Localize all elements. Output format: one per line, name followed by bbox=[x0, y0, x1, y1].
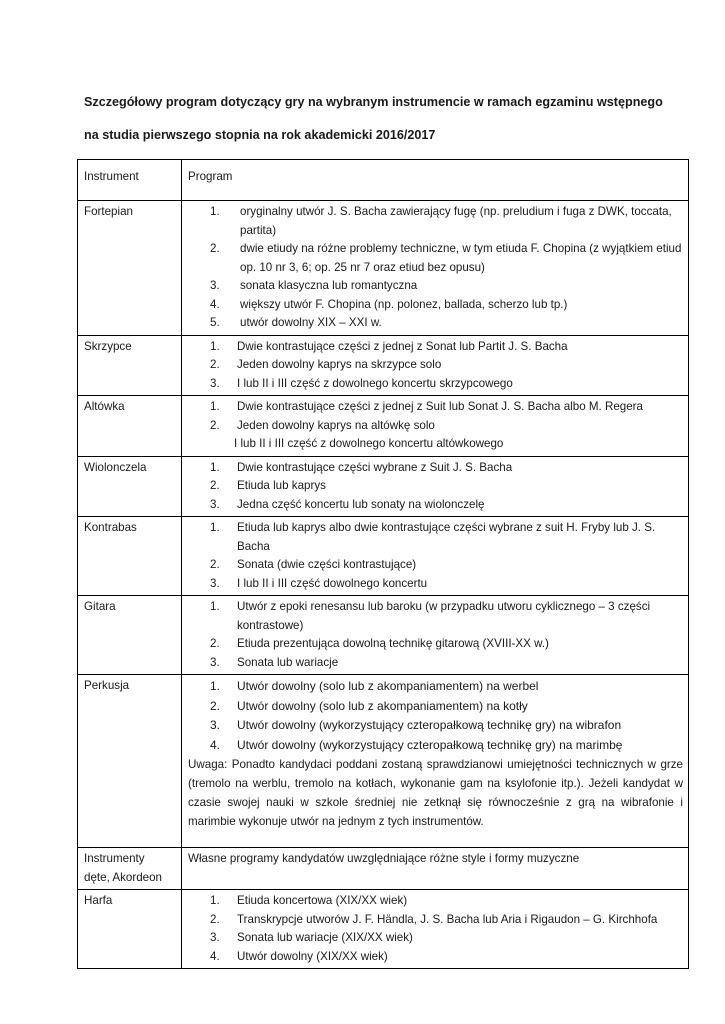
list-item: 1. Dwie kontrastujące części z jednej z Suit lub Sonat J. S. Bacha albo M. Regera bbox=[210, 400, 643, 413]
list-item: 3. Sonata lub wariacje (XIX/XX wiek) bbox=[210, 931, 413, 944]
program-cell bbox=[182, 596, 689, 675]
document-title bbox=[84, 86, 694, 152]
list-item: 2. Etiuda prezentująca dowolną technikę gitarową (XVIII-XX w.) bbox=[210, 637, 549, 650]
instrument-cell: Instrumenty dęte, Akordeon bbox=[78, 848, 182, 890]
list-item: 1. Utwór z epoki renesansu lub baroku (w przypadku utworu cyklicznego – 3 części kontrastowe) bbox=[210, 600, 651, 632]
list-item: 1. oryginalny utwór J. S. Bacha zawierający fugę (np. preludium i fuga z DWK, toccata, partita) bbox=[210, 205, 672, 237]
program-table bbox=[77, 159, 689, 969]
list-item: 4. Utwór dowolny (XIX/XX wiek) bbox=[210, 949, 388, 963]
title-line-1: Szczegółowy program dotyczący gry na wybranym instrumencie w ramach egzaminu wstępnego bbox=[84, 95, 663, 109]
list-item: 3. sonata klasyczna lub romantyczna bbox=[210, 279, 418, 292]
list-item: 1. Etiuda lub kaprys albo dwie kontrastujące części wybrane z suit H. Fryby lub J. S. Bacha bbox=[210, 521, 656, 553]
list-item: 5. utwór dowolny XIX – XXI w. bbox=[210, 316, 382, 329]
program-cell bbox=[182, 335, 689, 396]
list-item: 4. Utwór dowolny (wykorzystujący czteropałkową technikę gry) na marimbę bbox=[210, 737, 623, 752]
table-header-row bbox=[78, 160, 689, 201]
list-item: 2. Utwór dowolny (solo lub z akompaniamentem) na kotły bbox=[210, 698, 528, 713]
list-item: 2. dwie etiudy na różne problemy techniczne, w tym etiuda F. Chopina (z wyjątkiem etiud op. 10 nr 3, 6; op. 25 nr 7 oraz etiud bez opusu) bbox=[210, 242, 682, 274]
instrument-cell: Perkusja bbox=[78, 675, 182, 848]
table-row bbox=[78, 848, 689, 890]
table-row bbox=[78, 456, 689, 517]
header-program: Program bbox=[182, 160, 689, 201]
list-item: 1. Utwór dowolny (solo lub z akompaniamentem) na werbel bbox=[210, 679, 539, 693]
table-row bbox=[78, 675, 689, 848]
instrument-cell: Wiolonczela bbox=[78, 456, 182, 517]
list-item: 1. Dwie kontrastujące części z jednej z Sonat lub Partit J. S. Bacha bbox=[210, 339, 568, 353]
instrument-cell: Fortepian bbox=[78, 201, 182, 336]
list-item: 4. większy utwór F. Chopina (np. polonez, ballada, scherzo lub tp.) bbox=[210, 297, 568, 311]
list-item: 2. Transkrypcje utworów J. F. Händla, J. S. Bacha lub Aria i Rigaudon – G. Kirchhofa bbox=[210, 912, 658, 926]
list-item: 2. Sonata (dwie części kontrastujące) bbox=[210, 558, 417, 571]
instrument-cell: Skrzypce bbox=[78, 335, 182, 396]
title-line-2: na studia pierwszego stopnia na rok akademicki 2016/2017 bbox=[84, 128, 436, 142]
header-instrument: Instrument bbox=[78, 160, 182, 201]
instrument-cell: Harfa bbox=[78, 890, 182, 969]
table-row bbox=[78, 890, 689, 969]
program-cell bbox=[182, 675, 689, 848]
instrument-cell: Kontrabas bbox=[78, 517, 182, 596]
program-cell bbox=[182, 201, 689, 336]
table-row bbox=[78, 396, 689, 457]
list-item: 3. Jedna część koncertu lub sonaty na wiolonczelę bbox=[210, 497, 485, 511]
list-item: 3. Utwór dowolny (wykorzystujący czteropałkową technikę gry) na wibrafon bbox=[210, 718, 622, 732]
list-item: 3. I lub II i III część dowolnego koncertu bbox=[210, 576, 428, 590]
program-cell bbox=[182, 890, 689, 969]
table-row bbox=[78, 517, 689, 596]
program-cell bbox=[182, 396, 689, 457]
list-item: 3. Sonata lub wariacje bbox=[210, 655, 339, 669]
list-item: 3. I lub II i III część z dowolnego koncertu skrzypcowego bbox=[210, 376, 513, 390]
list-item: 1. Dwie kontrastujące części wybrane z Suit J. S. Bacha bbox=[210, 460, 513, 474]
list-item: 1. Etiuda koncertowa (XIX/XX wiek) bbox=[210, 894, 408, 907]
instrument-cell: Gitara bbox=[78, 596, 182, 675]
table-row bbox=[78, 335, 689, 396]
program-cell: Własne programy kandydatów uwzględniające różne style i formy muzyczne bbox=[182, 848, 689, 890]
program-cell bbox=[182, 517, 689, 596]
list-item: 2. Etiuda lub kaprys bbox=[210, 479, 326, 492]
instrument-cell: Altówka bbox=[78, 396, 182, 457]
table-row bbox=[78, 201, 689, 336]
list-item: 2. Jeden dowolny kaprys na skrzypce solo bbox=[210, 358, 442, 371]
list-item: 2. Jeden dowolny kaprys na altówkę solo bbox=[210, 418, 435, 432]
percussion-note: Uwaga: Ponadto kandydaci poddani zostaną sprawdzianowi umiejętności technicznych w grze (tremolo na werblu, tremolo na kotłach, wykonanie gam na ksylofonie itp.). Jeżeli kandydat w czasie swojej nauki w szkole średniej nie zetknął się równocześnie z grą na wibrafonie i marimbie wykonuje utwór na jednym z tych instrumentów. bbox=[188, 758, 683, 828]
table-row bbox=[78, 596, 689, 675]
list-item-unnumbered: I lub II i III część z dowolnego koncertu altówkowego bbox=[234, 437, 504, 450]
program-cell bbox=[182, 456, 689, 517]
